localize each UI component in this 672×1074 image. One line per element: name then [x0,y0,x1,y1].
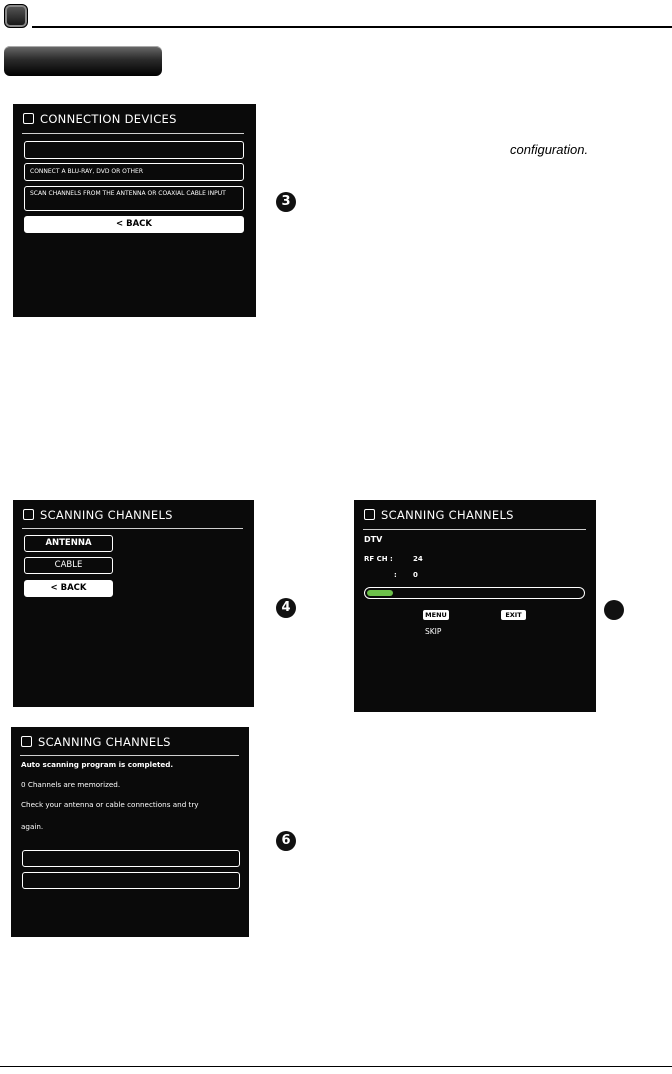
menu-key[interactable]: MENU [423,610,449,620]
step-3-marker: 3 [276,192,296,212]
title-divider [22,133,244,134]
back-button[interactable]: < BACK [24,580,113,597]
option-connect-device[interactable]: CONNECT A BLU-RAY, DVD OR OTHER [24,163,244,181]
footer-rule [0,1066,672,1067]
checkbox-icon [23,509,34,520]
checkbox-icon [23,113,34,124]
section-label-pill [4,46,162,76]
rf-channel-value: 24 [413,555,423,563]
screen-title: SCANNING CHANNELS [23,508,173,522]
step-4-marker: 4 [276,598,296,618]
option-scan-channels[interactable]: SCAN CHANNELS FROM THE ANTENNA OR COAXIAL CABLE INPUT [24,186,244,211]
cable-option[interactable]: CABLE [24,557,113,574]
step-6-marker: 6 [276,831,296,851]
check-connections: Check your antenna or cable connections and try [21,800,199,809]
back-button[interactable]: < BACK [24,216,244,233]
checkbox-icon [364,509,375,520]
option-button-2[interactable] [22,872,240,889]
screen-title: SCANNING CHANNELS [21,735,171,749]
option-button-1[interactable] [22,850,240,867]
antenna-option[interactable]: ANTENNA [24,535,113,552]
title-divider [363,529,586,530]
connection-devices-screen [13,104,256,317]
exit-key[interactable]: EXIT [501,610,526,620]
scan-source-screen [13,500,254,707]
checkbox-icon [21,736,32,747]
screen-title: SCANNING CHANNELS [364,508,514,522]
completed-message: Auto scanning program is completed. [21,760,174,769]
step-5-marker [604,600,624,620]
option-blank[interactable] [24,141,244,159]
rf-channel-label: RF CH : [364,555,393,563]
channels-memorized: 0 Channels are memorized. [21,780,121,789]
mode-label: DTV [364,535,383,544]
corner-badge-icon [4,4,28,28]
configuration-note: configuration. [510,142,589,157]
scan-complete-screen [11,727,249,937]
try-again: again. [21,822,44,831]
scan-progress-screen [354,500,596,712]
screen-title: CONNECTION DEVICES [23,112,177,126]
header-rule [32,26,672,28]
title-divider [22,528,243,529]
scan-progress-fill [367,590,393,596]
skip-label: SKIP [425,627,442,636]
scan-progress-bar [364,587,585,599]
found-label: : [394,571,397,579]
title-divider [20,755,239,756]
found-value: 0 [413,571,418,579]
